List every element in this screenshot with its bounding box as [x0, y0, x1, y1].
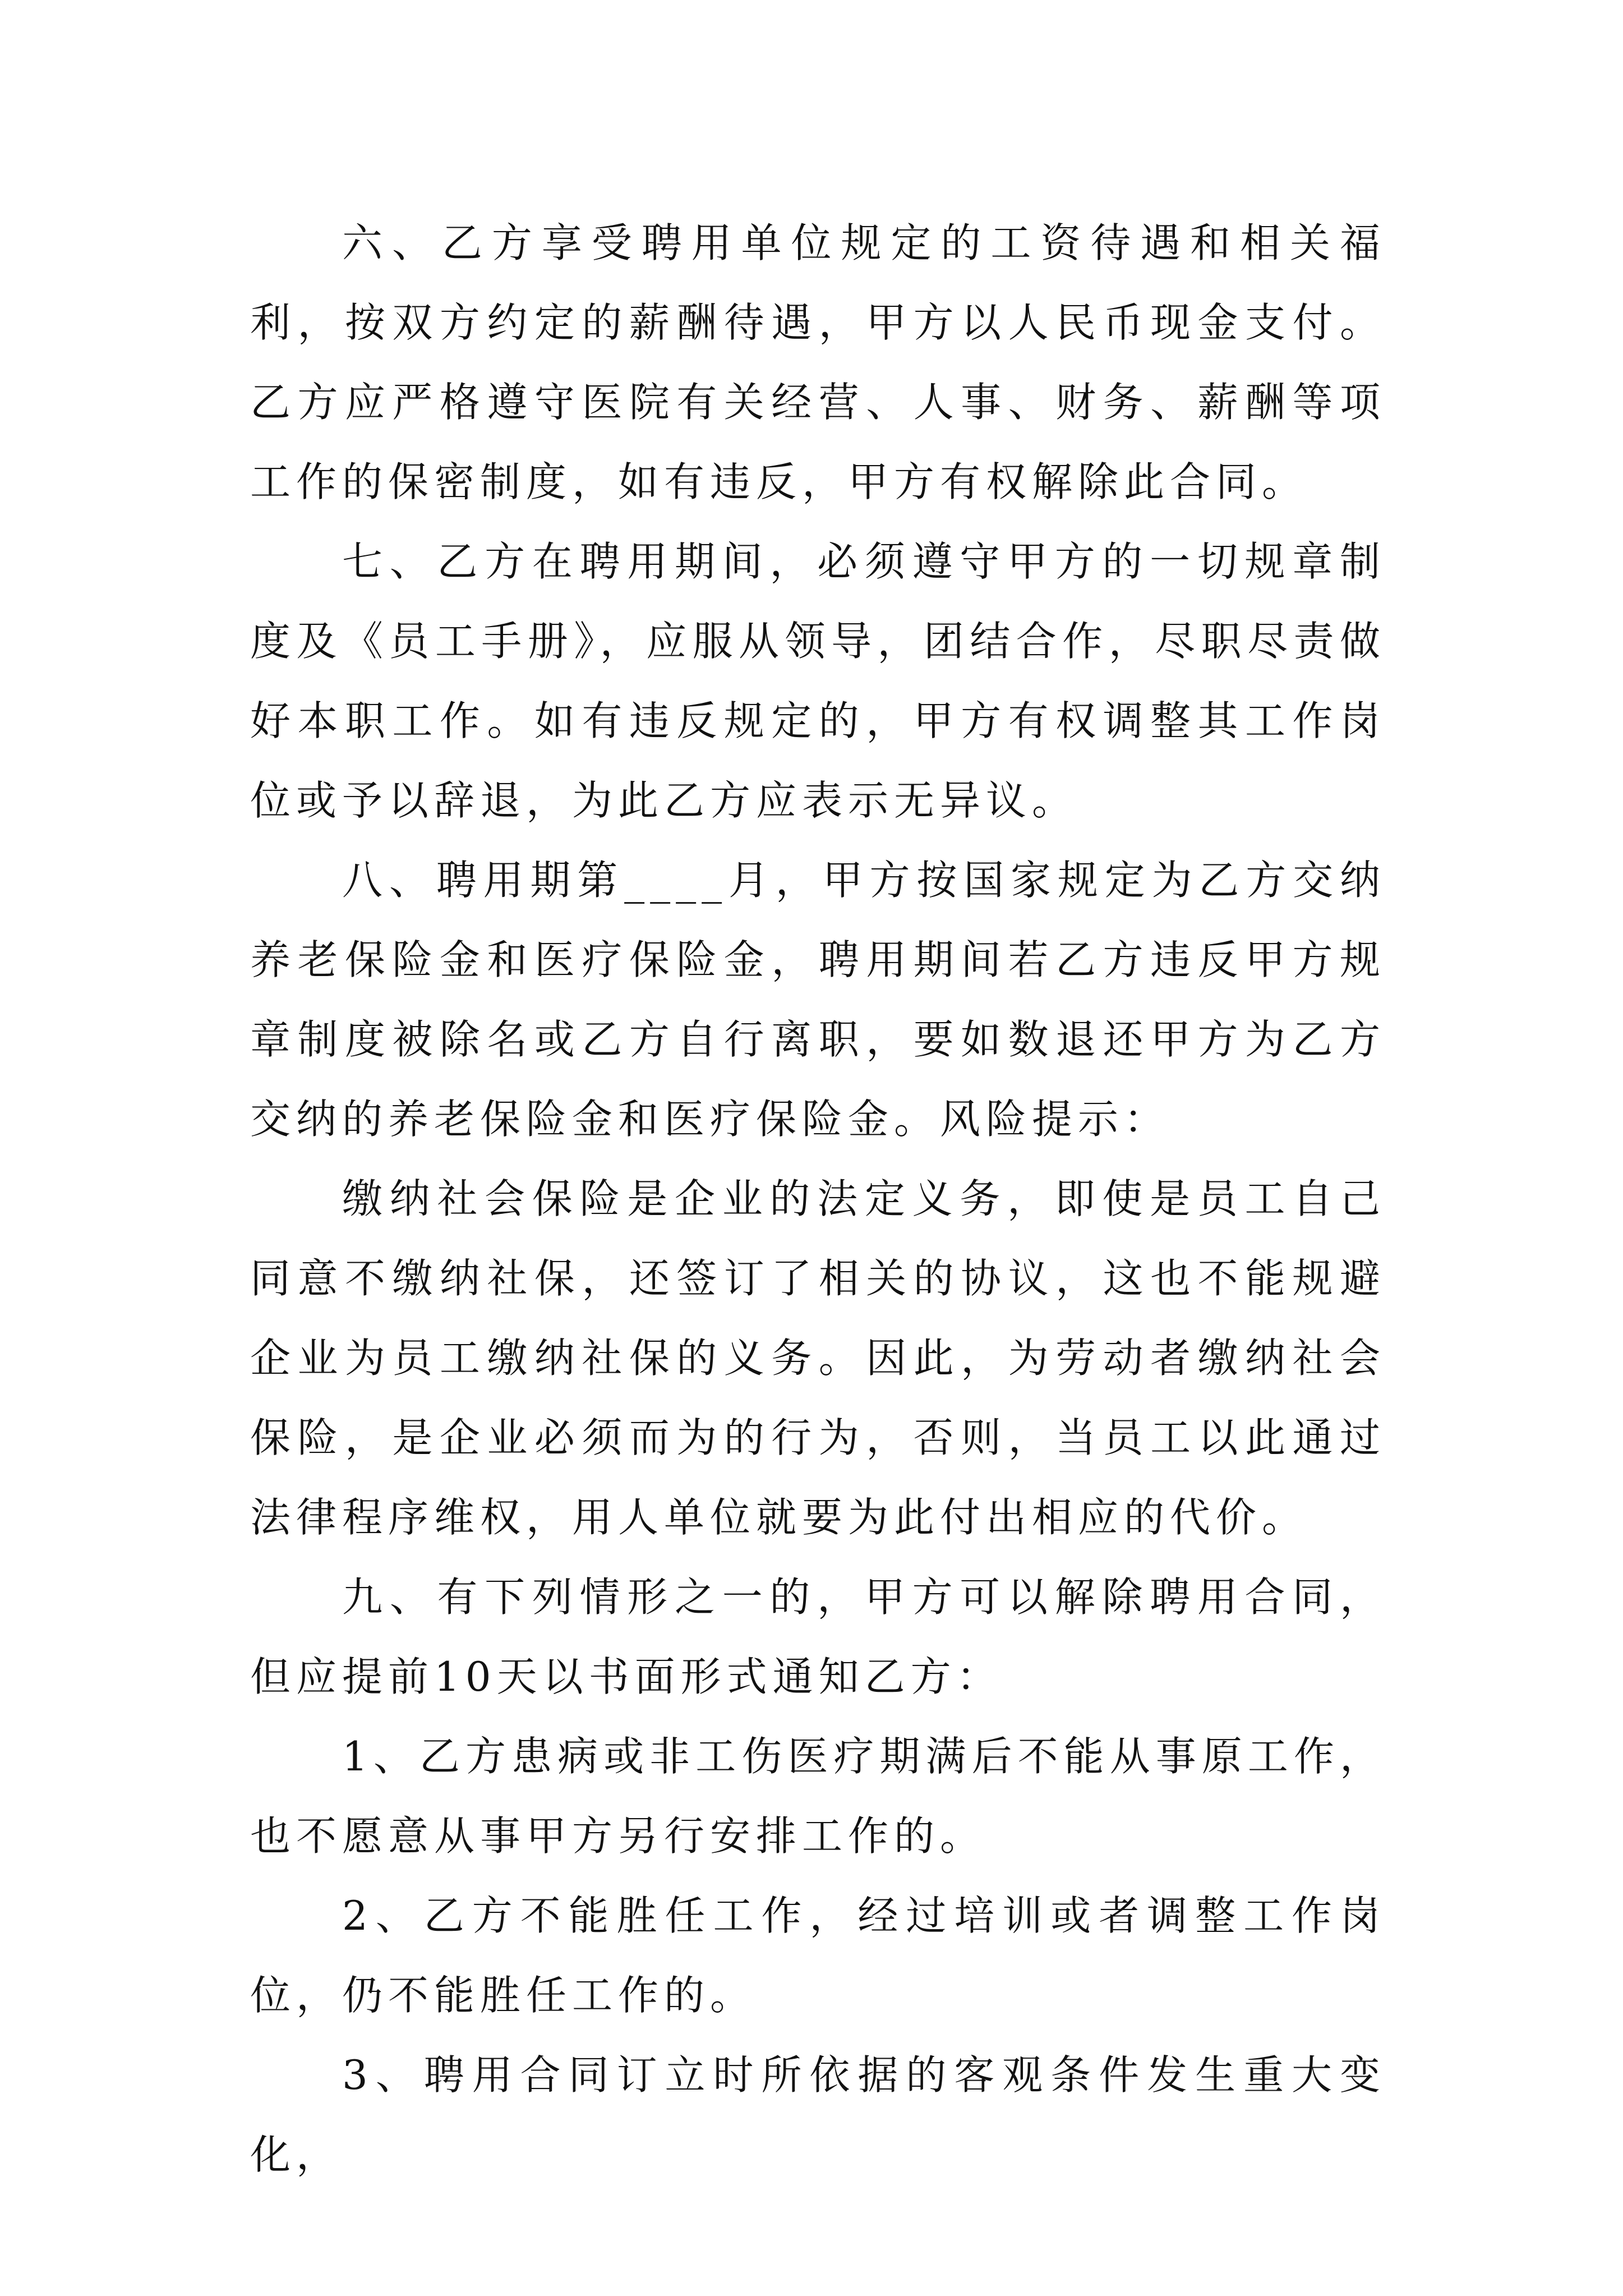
- paragraph-clause-6: 六、乙方享受聘用单位规定的工资待遇和相关福利，按双方约定的薪酬待遇，甲方以人民币现金支付。乙方应严格遵守医院有关经营、人事、财务、薪酬等项工作的保密制度，如有违反，甲方有权解除此合同。: [250, 219, 1386, 505]
- paragraph-item-1: 1、乙方患病或非工伤医疗期满后不能从事原工作，也不愿意从事甲方另行安排工作的。: [250, 1733, 1386, 1860]
- paragraph-clause-8: 八、聘用期第____月，甲方按国家规定为乙方交纳养老保险金和医疗保险金，聘用期间若乙方违反甲方规章制度被除名或乙方自行离职，要如数退还甲方为乙方交纳的养老保险金和医疗保险金。风险提示：: [250, 857, 1386, 1143]
- paragraph-clause-9: 九、有下列情形之一的，甲方可以解除聘用合同，但应提前10天以书面形式通知乙方：: [250, 1573, 1386, 1700]
- paragraph-item-2: 2、乙方不能胜任工作，经过培训或者调整工作岗位，仍不能胜任工作的。: [250, 1892, 1386, 2019]
- paragraph-item-3: 3、聘用合同订立时所依据的客观条件发生重大变化，: [250, 2051, 1386, 2178]
- document-body: [250, 203, 1386, 2194]
- paragraph-risk-note: 缴纳社会保险是企业的法定义务，即使是员工自己同意不缴纳社保，还签订了相关的协议，这也不能规避企业为员工缴纳社保的义务。因此，为劳动者缴纳社会保险，是企业必须而为的行为，否则，当员工以此通过法律程序维权，用人单位就要为此付出相应的代价。: [250, 1175, 1386, 1541]
- paragraph-clause-7: 七、乙方在聘用期间，必须遵守甲方的一切规章制度及《员工手册》，应服从领导，团结合作，尽职尽责做好本职工作。如有违反规定的，甲方有权调整其工作岗位或予以辞退，为此乙方应表示无异议。: [250, 538, 1386, 824]
